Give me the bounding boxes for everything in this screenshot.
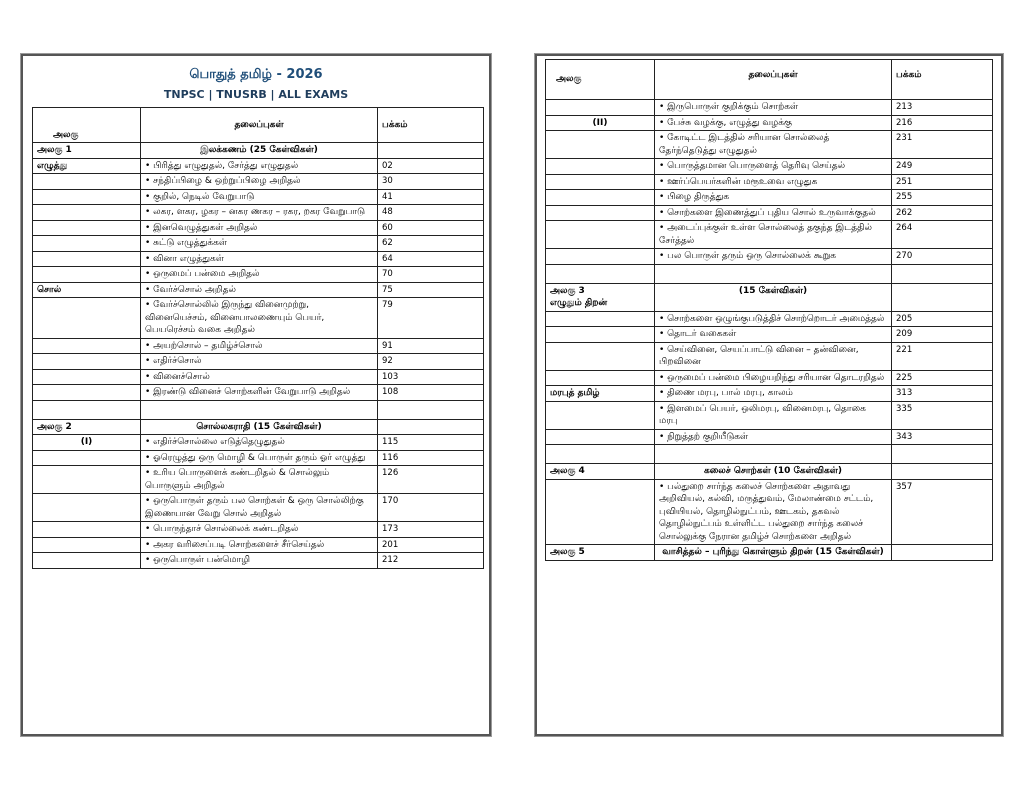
- table-row: [33, 236, 484, 252]
- topic-cell: [141, 282, 378, 298]
- unit-cell: [546, 327, 655, 343]
- page-cell: 270: [892, 249, 993, 265]
- topic-cell: [655, 264, 892, 283]
- section-heading: (15 கேள்விகள்): [655, 283, 892, 311]
- page-cell: 201: [378, 537, 484, 553]
- unit-cell: [33, 450, 141, 466]
- table-row: [33, 158, 484, 174]
- unit-cell: [33, 251, 141, 267]
- table-row: [33, 450, 484, 466]
- topic-cell: [655, 479, 892, 545]
- unit-cell: [33, 174, 141, 190]
- unit-cell: [33, 522, 141, 538]
- table-row: [33, 174, 484, 190]
- topic-text: • பொருந்தாச் சொல்லைக் கண்டறிதல்: [145, 524, 298, 534]
- column-header-unit: அலகு: [33, 108, 141, 143]
- page-cell: 62: [378, 236, 484, 252]
- unit-cell: அலகு 5: [546, 545, 655, 561]
- topic-cell: [141, 494, 378, 522]
- topic-text: • எதிர்ச்சொல்லை எடுத்தெழுதுதல்: [145, 437, 285, 447]
- topic-cell: [141, 354, 378, 370]
- topic-cell: [141, 236, 378, 252]
- table-row: [33, 251, 484, 267]
- topic-text: • இருபொருள் குறிக்கும் சொற்கள்: [659, 102, 798, 112]
- topic-text: • குறில், நெடில் வேறுபாடு: [145, 192, 254, 202]
- page-cell: 02: [378, 158, 484, 174]
- unit-cell: [546, 159, 655, 175]
- document-header: [23, 56, 489, 106]
- unit-cell: [546, 131, 655, 159]
- unit-cell: [546, 401, 655, 429]
- page-cell: [378, 419, 484, 435]
- unit-cell: சொல்: [33, 282, 141, 298]
- page-cell: 91: [378, 338, 484, 354]
- page-cell: 92: [378, 354, 484, 370]
- page-cell: 221: [892, 342, 993, 370]
- table-row: [546, 249, 993, 265]
- contents-table: [545, 59, 993, 561]
- topic-text: • வினா எழுத்துகள்: [145, 254, 224, 264]
- unit-cell: [546, 100, 655, 116]
- table-row: [33, 267, 484, 283]
- unit-cell: அலகு 2: [33, 419, 141, 435]
- topic-cell: [141, 537, 378, 553]
- topic-cell: [655, 311, 892, 327]
- topic-text: • பொருத்தமான பொருளைத் தெரிவு செய்தல்: [659, 161, 845, 171]
- page-cell: [892, 464, 993, 480]
- table-row: [546, 221, 993, 249]
- section-heading: சொல்லகராதி (15 கேள்விகள்): [141, 419, 378, 435]
- column-header-unit: அலகு: [546, 60, 655, 100]
- page-cell: 264: [892, 221, 993, 249]
- section-heading: வாசித்தல் – புரிந்து கொள்ளும் திறன் (15 கேள்விகள்): [655, 545, 892, 561]
- unit-cell: [546, 174, 655, 190]
- unit-cell: [546, 190, 655, 206]
- topic-cell: [141, 450, 378, 466]
- unit-cell: [546, 221, 655, 249]
- table-row: [546, 283, 993, 311]
- table-row: [33, 189, 484, 205]
- topic-cell: [141, 522, 378, 538]
- page-cell: 60: [378, 220, 484, 236]
- topic-text: • பிழை திருத்துக: [659, 192, 729, 202]
- topic-cell: [141, 369, 378, 385]
- topic-text: • சுட்டு எழுத்துக்கள்: [145, 238, 227, 248]
- document-title: பொதுத் தமிழ் - 2026: [189, 67, 323, 82]
- unit-cell: [33, 338, 141, 354]
- topic-text: • அயற்சொல் – தமிழ்ச்சொல்: [145, 341, 263, 351]
- topic-text: • ஒருபொருள் தரும் பல சொற்கள் & ஒரு சொல்லிற்கு இணையான வேறு சொல் அறிதல்: [145, 496, 364, 519]
- topic-cell: [141, 220, 378, 236]
- unit-cell: [546, 429, 655, 445]
- page-cell: 79: [378, 298, 484, 339]
- page-cell: [892, 283, 993, 311]
- table-row: [33, 553, 484, 569]
- topic-cell: [141, 385, 378, 401]
- topic-text: • இனவெழுத்துகள் அறிதல்: [145, 223, 257, 233]
- topic-text: • பேச்சு வழக்கு, எழுத்து வழக்கு: [659, 118, 792, 128]
- unit-cell: [33, 267, 141, 283]
- topic-cell: [141, 553, 378, 569]
- unit-cell: அலகு 3 எழுதும் திறன்: [546, 283, 655, 311]
- topic-cell: [141, 338, 378, 354]
- page-cell: 335: [892, 401, 993, 429]
- table-row: [546, 131, 993, 159]
- page-cell: 216: [892, 115, 993, 131]
- topic-cell: [655, 327, 892, 343]
- table-row: [33, 220, 484, 236]
- unit-cell: [33, 220, 141, 236]
- table-row: [33, 282, 484, 298]
- page-cell: 75: [378, 282, 484, 298]
- topic-text: • பல்துறை சார்ந்த கலைச் சொற்களை அதாவது அறிவியல், கல்வி, மருத்துவம், மேலாண்மை சட்டம், புவியியல், தொழில்நுட்பம், ஊடகம், தகவல் தொழில்நுட்பம் உள்ளிட்ட பல்துறை சார்ந்த கலைச் சொல்லுக்கு நேரான தமிழ்ச் சொற்களை அறிதல்: [659, 482, 873, 542]
- topic-cell: [655, 115, 892, 131]
- page-cell: 103: [378, 369, 484, 385]
- topic-text: • ஒருபொருள் பன்மொழி: [145, 555, 250, 565]
- unit-cell: [33, 205, 141, 221]
- topic-text: • ஒருமைப் பன்மை பிழையறிந்து சரியான தொடரறிதல்: [659, 373, 884, 383]
- table-row: [546, 342, 993, 370]
- topic-text: • உரிய பொருளைக் கண்டறிதல் & சொல்லும் பொருளும் அறிதல்: [145, 468, 329, 491]
- topic-text: • சந்திப்பிழை & ஒற்றுப்பிழை அறிதல்: [145, 176, 301, 186]
- unit-cell: [546, 264, 655, 283]
- table-row: [546, 370, 993, 386]
- page-cell: 170: [378, 494, 484, 522]
- table-row: [33, 419, 484, 435]
- topic-text: • இளமைப் பெயர், ஒலிமரபு, வினைமரபு, தொகை மரபு: [659, 404, 866, 427]
- page-cell: [892, 445, 993, 464]
- topic-text: • எதிர்ச்சொல்: [145, 356, 201, 366]
- unit-cell: [546, 479, 655, 545]
- page-cell: 249: [892, 159, 993, 175]
- topic-text: • அகர வரிசைப்படி சொற்களைச் சீர்செய்தல்: [145, 540, 324, 550]
- page-cell: 41: [378, 189, 484, 205]
- page-cell: 357: [892, 479, 993, 545]
- table-row: [546, 545, 993, 561]
- unit-cell: [546, 311, 655, 327]
- section-heading: இலக்கணம் (25 கேள்விகள்): [141, 143, 378, 159]
- unit-cell: [33, 298, 141, 339]
- column-header-topics: தலைப்புகள்: [655, 60, 892, 100]
- table-row: [33, 369, 484, 385]
- topic-text: • வேர்ச்சொல்லில் இருந்து வினைமுற்று, வினையெச்சம், வினையாலணையும் பெயர், பெயரெச்சம் வகை அறிதல்: [145, 300, 324, 335]
- page-cell: 212: [378, 553, 484, 569]
- topic-text: • ஊர்ப்பெயர்களின் மரூஉவை எழுதுக: [659, 177, 817, 187]
- topic-cell: [141, 298, 378, 339]
- topic-cell: [141, 466, 378, 494]
- topic-text: • நிறுத்தற் குறியீடுகள்: [659, 432, 748, 442]
- topic-cell: [655, 190, 892, 206]
- table-row: [546, 190, 993, 206]
- topic-cell: [655, 370, 892, 386]
- document-page-left: [21, 54, 491, 736]
- unit-cell: (I): [33, 435, 141, 451]
- table-row: [33, 205, 484, 221]
- topic-text: • திணை மரபு, பால் மரபு, காலம்: [659, 388, 793, 398]
- topic-text: • அடைப்புக்குள் உள்ள சொல்லைத் தகுந்த இடத்தில் சேர்த்தல்: [659, 223, 872, 246]
- topic-text: • ஒருமைப் பன்மை அறிதல்: [145, 269, 260, 279]
- unit-cell: [33, 494, 141, 522]
- table-row: [546, 429, 993, 445]
- topic-text: • கோடிட்ட இடத்தில் சரியான சொல்லைத் தேர்ந்தெடுத்து எழுதுதல்: [659, 133, 829, 156]
- topic-text: • சொற்களை ஒழுங்குபடுத்திச் சொற்றொடர் அமைத்தல்: [659, 314, 884, 324]
- topic-cell: [655, 221, 892, 249]
- topic-cell: [655, 131, 892, 159]
- page-cell: 30: [378, 174, 484, 190]
- topic-cell: [141, 251, 378, 267]
- table-row: [33, 466, 484, 494]
- topic-cell: [141, 435, 378, 451]
- unit-cell: மரபுத் தமிழ்: [546, 386, 655, 402]
- topic-text: • செய்வினை, செயப்பாட்டு வினை – தன்வினை, பிறவினை: [659, 345, 859, 368]
- table-row: [546, 159, 993, 175]
- table-row: [546, 401, 993, 429]
- table-row: [546, 174, 993, 190]
- unit-cell: [33, 400, 141, 419]
- table-row: [546, 327, 993, 343]
- topic-cell: [655, 100, 892, 116]
- table-row: [546, 115, 993, 131]
- page-cell: 108: [378, 385, 484, 401]
- table-row: [33, 400, 484, 419]
- page-cell: 173: [378, 522, 484, 538]
- unit-cell: [33, 354, 141, 370]
- topic-cell: [141, 189, 378, 205]
- topic-text: • தொடர் வகைகள்: [659, 329, 736, 339]
- unit-cell: (II): [546, 115, 655, 131]
- unit-cell: அலகு 4: [546, 464, 655, 480]
- section-heading: கலைச் சொற்கள் (10 கேள்விகள்): [655, 464, 892, 480]
- page-cell: 225: [892, 370, 993, 386]
- page-cell: 209: [892, 327, 993, 343]
- document-subtitle: TNPSC | TNUSRB | ALL EXAMS: [163, 88, 349, 101]
- unit-cell: [546, 370, 655, 386]
- page-cell: 205: [892, 311, 993, 327]
- topic-text: • வேர்ச்சொல் அறிதல்: [145, 285, 236, 295]
- page-cell: [892, 264, 993, 283]
- page-cell: 262: [892, 205, 993, 221]
- unit-cell: [33, 553, 141, 569]
- unit-cell: [546, 445, 655, 464]
- page-cell: 251: [892, 174, 993, 190]
- table-row: [546, 100, 993, 116]
- page-cell: 255: [892, 190, 993, 206]
- table-row: [546, 386, 993, 402]
- page-cell: [378, 400, 484, 419]
- table-row: [546, 311, 993, 327]
- table-row: [546, 445, 993, 464]
- page-cell: 313: [892, 386, 993, 402]
- unit-cell: [33, 537, 141, 553]
- table-row: [33, 435, 484, 451]
- column-header-page: பக்கம்: [892, 60, 993, 100]
- topic-text: • பல பொருள் தரும் ஒரு சொல்லைக் கூறுக: [659, 251, 836, 261]
- table-row: [546, 464, 993, 480]
- unit-cell: [33, 236, 141, 252]
- unit-cell: [546, 342, 655, 370]
- topic-text: • சொற்களை இணைத்துப் புதிய சொல் உருவாக்குதல்: [659, 208, 876, 218]
- topic-cell: [141, 158, 378, 174]
- table-row: [546, 205, 993, 221]
- topic-cell: [655, 386, 892, 402]
- contents-table: [32, 107, 484, 569]
- topic-cell: [655, 205, 892, 221]
- topic-text: • பிரித்து எழுதுதல், சேர்த்து எழுதுதல்: [145, 161, 298, 171]
- unit-cell: அலகு 1: [33, 143, 141, 159]
- topic-cell: [655, 342, 892, 370]
- table-row: [546, 479, 993, 545]
- unit-cell: [33, 385, 141, 401]
- page-cell: 64: [378, 251, 484, 267]
- topic-cell: [141, 174, 378, 190]
- table-row: [33, 537, 484, 553]
- table-row: [33, 494, 484, 522]
- page-cell: [892, 545, 993, 561]
- page-cell: 116: [378, 450, 484, 466]
- topic-cell: [141, 267, 378, 283]
- page-cell: [378, 143, 484, 159]
- table-row: [33, 338, 484, 354]
- table-row: [33, 143, 484, 159]
- table-row: [33, 354, 484, 370]
- topic-cell: [655, 159, 892, 175]
- page-cell: 231: [892, 131, 993, 159]
- topic-cell: [655, 174, 892, 190]
- topic-cell: [655, 249, 892, 265]
- unit-cell: [33, 466, 141, 494]
- unit-cell: எழுத்து: [33, 158, 141, 174]
- unit-cell: [33, 369, 141, 385]
- topic-cell: [141, 205, 378, 221]
- topic-text: • இரண்டு வினைச் சொற்களின் வேறுபாடு அறிதல்: [145, 387, 350, 397]
- page-cell: 343: [892, 429, 993, 445]
- topic-text: • ஓரெழுத்து ஒரு மொழி & பொருள் தரும் ஓர் எழுத்து: [145, 453, 365, 463]
- table-row: [33, 522, 484, 538]
- table-row: [33, 298, 484, 339]
- unit-cell: [546, 205, 655, 221]
- topic-cell: [655, 429, 892, 445]
- topic-text: • லகர, ளகர, ழகர – னகர ணகர – ரகர, றகர வேறுபாடு: [145, 207, 365, 217]
- page-cell: 70: [378, 267, 484, 283]
- page-cell: 115: [378, 435, 484, 451]
- page-cell: 126: [378, 466, 484, 494]
- topic-cell: [655, 445, 892, 464]
- unit-cell: [546, 249, 655, 265]
- table-row: [33, 385, 484, 401]
- topic-cell: [141, 400, 378, 419]
- unit-cell: [33, 189, 141, 205]
- page-cell: 213: [892, 100, 993, 116]
- page-cell: 48: [378, 205, 484, 221]
- column-header-page: பக்கம்: [378, 108, 484, 143]
- topic-cell: [655, 401, 892, 429]
- topic-text: • வினைச்சொல்: [145, 372, 210, 382]
- document-page-right: [535, 54, 1003, 736]
- column-header-topics: தலைப்புகள்: [141, 108, 378, 143]
- table-row: [546, 264, 993, 283]
